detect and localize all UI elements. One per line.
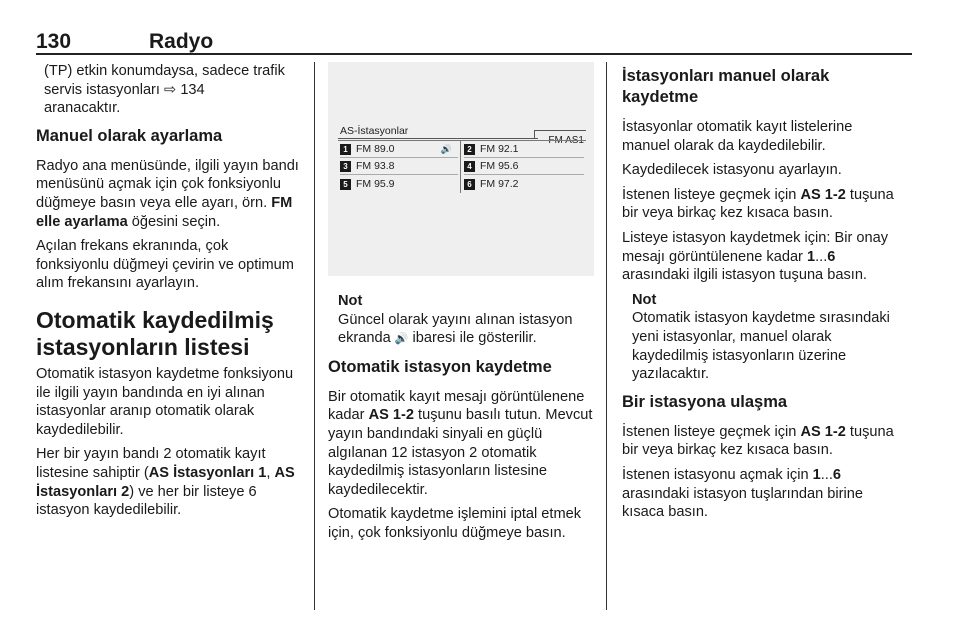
section-title: Radyo [149, 30, 214, 53]
screen-mode: FM AS1 [548, 135, 584, 146]
preset-number: 4 [464, 161, 475, 172]
screen-display [338, 122, 586, 192]
note-title: Not [338, 293, 363, 309]
paragraph: Otomatik kaydetme işlemini iptal etmek için, çok fonksiyonlu düğmeye basın. [328, 506, 582, 541]
text: ) ve her bir listeye 6 istasyon kaydedilebilir. [36, 483, 257, 519]
preset-station: FM 97.2 [480, 177, 519, 190]
speaker-icon: 🔊 [440, 144, 452, 155]
bold-term: 6 [827, 248, 836, 265]
note-box [622, 291, 898, 384]
text: tuşuna bir veya birkaç kez kısaca basın. [622, 423, 894, 459]
text: arasındaki istasyon tuşlarından birine kısaca basın. [622, 485, 863, 521]
column-divider [314, 62, 315, 610]
text: İstenen listeye geçmek için [622, 423, 801, 440]
paragraph [36, 62, 302, 118]
heading-access-station: Bir istasyona ulaşma [622, 392, 788, 411]
paragraph [328, 388, 594, 500]
screen-line [534, 130, 535, 139]
text: tuşunu basılı tutun. Mevcut yayın bandındaki sinyali en güçlü algılanan 12 istasyon 2 otomatik kaydedilmiş istasyonların listesine kaydedilecektir. [328, 407, 593, 498]
bold-term: AS 1-2 [368, 407, 414, 424]
bold-term: AS 1-2 [800, 186, 846, 203]
note-text: Otomatik istasyon kaydetme sırasındaki yeni istasyonlar, manuel olarak kaydedilmiş istasyonların üzerine yazılacaktır. [632, 310, 890, 383]
text: ... [820, 466, 833, 483]
text: ... [815, 248, 828, 265]
text: Radyo ana menüsünde, ilgili yayın bandı menüsünü açmak için çok fonksiyonlu düğmeye basın veya elle ayarı, örn. [36, 157, 299, 211]
text: aranacaktır. [44, 100, 121, 117]
paragraph: Açılan frekans ekranında, çok fonksiyonlu düğmeyi çevirin ve optimum alım frekansını ayarlayın. [36, 238, 294, 292]
screen-line [534, 130, 586, 131]
heading-auto-store: Otomatik istasyon kaydetme [328, 357, 552, 376]
preset-slot [340, 159, 458, 175]
preset-number: 3 [340, 161, 351, 172]
note-title: Not [632, 291, 657, 308]
speaker-icon: 🔊 [394, 333, 409, 346]
page-ref-icon: ⇨ [164, 81, 177, 98]
preset-slot [464, 176, 584, 192]
preset-station: FM 89.0 [356, 143, 395, 156]
preset-station: FM 95.9 [356, 177, 395, 190]
bold-term: 1 [806, 248, 816, 265]
paragraph [622, 229, 898, 285]
preset-grid [338, 140, 586, 192]
page-header [36, 30, 912, 54]
text: öğesini seçin. [127, 213, 221, 230]
preset-number: 5 [340, 179, 351, 190]
paragraph [622, 423, 898, 460]
bold-term: FM elle ayarlama [36, 194, 293, 230]
heading-auto-stored-lists: Otomatik kaydedilmiş istasyonların listesi [36, 306, 274, 360]
text: ibaresi ile gösterilir. [408, 330, 537, 347]
text: , [266, 464, 275, 481]
paragraph: İstasyonlar otomatik kayıt listelerine manuel olarak da kaydedilebilir. [622, 119, 853, 154]
preset-station: FM 93.8 [356, 160, 395, 173]
text: tuşuna bir veya birkaç kez kısaca basın. [622, 186, 894, 222]
paragraph [36, 157, 302, 231]
grid-separator [460, 141, 461, 193]
bold-term: AS İstasyonları 2 [36, 464, 295, 500]
column-divider [606, 62, 607, 610]
preset-number: 2 [464, 144, 475, 155]
preset-slot [340, 176, 458, 192]
bold-term: AS 1-2 [800, 423, 846, 440]
text: Güncel olarak yayını alınan istasyon ekranda [338, 311, 573, 347]
page-number: 130 [36, 30, 72, 53]
heading-manual-tuning: Manuel olarak ayarlama [36, 126, 223, 145]
text: Her bir yayın bandı 2 otomatik kayıt listesine sahiptir ( [36, 446, 266, 481]
text: İstenen listeye geçmek için [622, 186, 801, 203]
paragraph [622, 466, 898, 522]
text: (TP) etkin konumdaysa, sadece trafik servis istasyonları [44, 63, 285, 98]
radio-screen-illustration [328, 62, 594, 276]
paragraph: Kaydedilecek istasyonu ayarlayın. [622, 162, 842, 179]
preset-slot [464, 142, 584, 158]
preset-station: FM 95.6 [480, 160, 519, 173]
paragraph: Otomatik istasyon kaydetme fonksiyonu ile ilgili yayın bandında en iyi alınan istasyonlar aranıp otomatik olarak kaydedilebilir. [36, 365, 294, 438]
note-box [328, 292, 594, 349]
preset-station: FM 92.1 [480, 143, 519, 156]
preset-number: 1 [340, 144, 351, 155]
text: arasındaki ilgili istasyon tuşuna basın. [622, 267, 867, 284]
column-1 [36, 62, 302, 526]
bold-term: AS İstasyonları 1 [148, 464, 267, 481]
paragraph [36, 445, 302, 519]
bold-term: 1 [812, 466, 821, 483]
text: İstenen istasyonu açmak için [622, 466, 813, 483]
screen-title: AS-İstasyonlar [340, 125, 409, 137]
note-text [338, 311, 594, 349]
paragraph [622, 186, 898, 223]
text: Listeye istasyon kaydetmek için: Bir onay mesajı görüntülenene kadar [622, 229, 889, 265]
column-3 [622, 62, 898, 528]
header-rule [36, 53, 912, 55]
heading-manual-store: İstasyonları manuel olarak kaydetme [622, 67, 830, 106]
screen-line [338, 138, 538, 139]
column-2 [328, 62, 594, 549]
text: Bir otomatik kayıt mesajı görüntülenene kadar [328, 388, 585, 424]
page-ref: 134 [176, 81, 205, 98]
preset-number: 6 [464, 179, 475, 190]
preset-slot [464, 159, 584, 175]
bold-term: 6 [832, 466, 842, 483]
preset-slot [340, 142, 458, 158]
